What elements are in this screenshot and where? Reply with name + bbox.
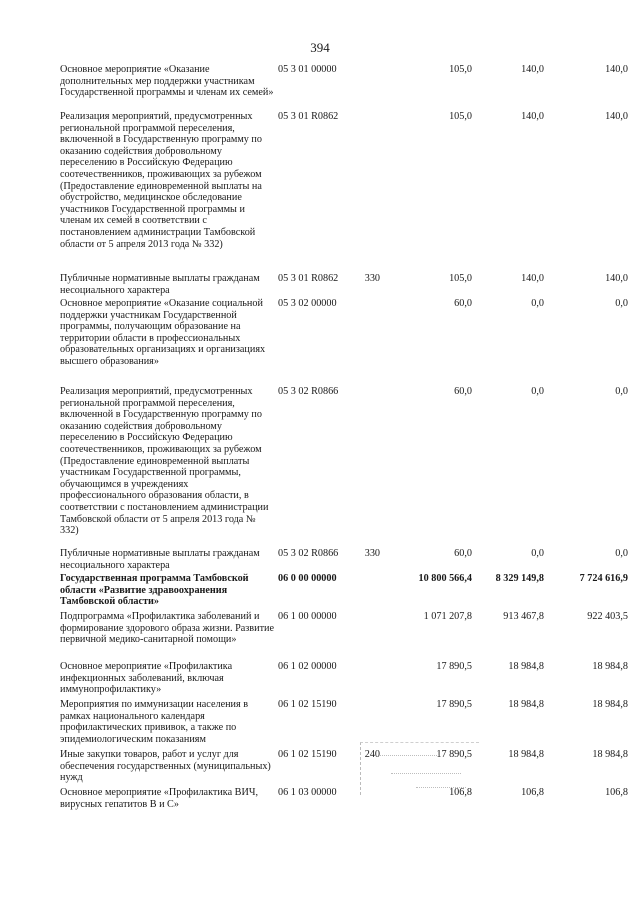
row-name: Основное мероприятие «Оказание социальной поддержки участникам Государственной программы, получающим образование на территории области в профессиональных образовательных организациях и организациях высшего образования» xyxy=(60,298,266,367)
row-name: Реализация мероприятий, предусмотренных региональной программой переселения, включенной в Государственную программу по оказанию содействия добровольному переселению в Российскую Федерацию соотечественников, проживающих за рубежом (Предоставление единовременной выплаты на обустройство, медицинское обследование участников Государственной программы и членам их семей в соответствии с постановлением администрации Тамбовской области от 5 апреля 2013 года № 332) xyxy=(60,111,262,250)
row-value-3: 18 984,8 xyxy=(592,749,628,760)
row-name: Мероприятия по иммунизации населения в рамках национального календаря профилактических прививок, а также по эпидемиологическим показаниям xyxy=(60,699,249,745)
row-code: 05 3 01 00000 xyxy=(278,64,337,75)
row-value-1: 1 071 207,8 xyxy=(423,611,472,622)
row-code: 05 3 02 R0866 xyxy=(278,548,339,559)
row-code: 05 3 02 00000 xyxy=(278,298,337,309)
row-value-3: 922 403,5 xyxy=(587,611,628,622)
row-value-2: 8 329 149,8 xyxy=(495,573,544,584)
table-row xyxy=(60,548,628,573)
row-code: 06 0 00 00000 xyxy=(278,573,337,584)
row-vr: 240 xyxy=(364,749,380,760)
row-value-3: 140,0 xyxy=(605,273,628,284)
row-name: Основное мероприятие «Оказание дополнительных мер поддержки участникам Государственной программы и членам их семей» xyxy=(60,64,274,99)
row-value-3: 18 984,8 xyxy=(592,661,628,672)
row-name: Основное мероприятие «Профилактика ВИЧ, вирусных гепатитов В и С» xyxy=(60,787,258,810)
row-value-2: 913 467,8 xyxy=(503,611,544,622)
row-value-1: 106,8 xyxy=(449,787,472,798)
row-vr xyxy=(356,386,380,548)
row-value-3: 106,8 xyxy=(605,787,628,798)
row-value-3: 18 984,8 xyxy=(592,699,628,710)
table-row xyxy=(60,661,628,699)
table-row xyxy=(60,749,628,787)
row-value-3: 0,0 xyxy=(615,386,628,397)
row-vr xyxy=(356,661,380,699)
row-value-1: 17 890,5 xyxy=(436,749,472,760)
row-value-1: 105,0 xyxy=(449,64,472,75)
row-value-1: 105,0 xyxy=(449,273,472,284)
row-value-2: 0,0 xyxy=(531,298,544,309)
row-name: Иные закупки товаров, работ и услуг для обеспечения государственных (муниципальных) нужд xyxy=(60,749,271,784)
row-value-2: 18 984,8 xyxy=(508,749,544,760)
row-vr xyxy=(356,111,380,273)
row-name: Основное мероприятие «Профилактика инфекционных заболеваний, включая иммунопрофилактику» xyxy=(60,661,233,696)
row-code: 05 3 01 R0862 xyxy=(278,273,339,284)
row-value-2: 106,8 xyxy=(521,787,544,798)
row-name: Публичные нормативные выплаты гражданам несоциального характера xyxy=(60,548,260,571)
row-value-2: 0,0 xyxy=(531,548,544,559)
table-row xyxy=(60,111,628,273)
row-value-2: 140,0 xyxy=(521,64,544,75)
table-row xyxy=(60,273,628,298)
row-vr xyxy=(356,611,380,661)
row-value-2: 140,0 xyxy=(521,273,544,284)
row-value-1: 60,0 xyxy=(454,386,472,397)
row-code: 05 3 02 R0866 xyxy=(278,386,339,397)
page-number: 394 xyxy=(310,40,330,55)
table-row xyxy=(60,64,628,111)
row-value-2: 18 984,8 xyxy=(508,699,544,710)
row-value-1: 105,0 xyxy=(449,111,472,122)
row-vr: 330 xyxy=(364,548,380,559)
row-name: Подпрограмма «Профилактика заболеваний и формирование здорового образа жизни. Развитие первичной медико-санитарной помощи» xyxy=(60,611,274,646)
table-row xyxy=(60,386,628,548)
row-value-2: 0,0 xyxy=(531,386,544,397)
row-vr xyxy=(356,298,380,386)
row-value-1: 17 890,5 xyxy=(436,699,472,710)
table-row xyxy=(60,699,628,749)
table-row xyxy=(60,298,628,386)
row-value-1: 60,0 xyxy=(454,548,472,559)
budget-table xyxy=(60,64,628,812)
row-vr xyxy=(356,573,380,611)
row-code: 06 1 02 15190 xyxy=(278,749,337,760)
row-name: Государственная программа Тамбовской области «Развитие здравоохранения Тамбовской области» xyxy=(60,573,249,608)
row-code: 05 3 01 R0862 xyxy=(278,111,339,122)
row-value-1: 17 890,5 xyxy=(436,661,472,672)
table-row xyxy=(60,573,628,611)
row-value-2: 140,0 xyxy=(521,111,544,122)
row-vr xyxy=(356,64,380,111)
row-code: 06 1 03 00000 xyxy=(278,787,337,798)
row-code: 06 1 02 00000 xyxy=(278,661,337,672)
row-vr: 330 xyxy=(364,273,380,284)
row-value-1: 10 800 566,4 xyxy=(418,573,472,584)
row-code: 06 1 02 15190 xyxy=(278,699,337,710)
row-value-3: 140,0 xyxy=(605,64,628,75)
row-value-3: 140,0 xyxy=(605,111,628,122)
row-name: Публичные нормативные выплаты гражданам несоциального характера xyxy=(60,273,260,296)
row-code: 06 1 00 00000 xyxy=(278,611,337,622)
table-row xyxy=(60,787,628,812)
table-row xyxy=(60,611,628,661)
row-value-3: 0,0 xyxy=(615,548,628,559)
row-value-2: 18 984,8 xyxy=(508,661,544,672)
row-name: Реализация мероприятий, предусмотренных региональной программой переселения, включенной в Государственную программу по оказанию содействия добровольному переселению в Российскую Федерацию соотечественников, проживающих за рубежом (Предоставление единовременной выплаты участникам Государственной программы, обучающимся в учреждениях профессионального образования области, в соответствии с постановлением администрации Тамбовской области от 5 апреля 2013 года № 332) xyxy=(60,386,269,537)
faint-stamp-mark xyxy=(360,742,479,795)
row-value-3: 0,0 xyxy=(615,298,628,309)
row-value-1: 60,0 xyxy=(454,298,472,309)
row-value-3: 7 724 616,9 xyxy=(579,573,628,584)
